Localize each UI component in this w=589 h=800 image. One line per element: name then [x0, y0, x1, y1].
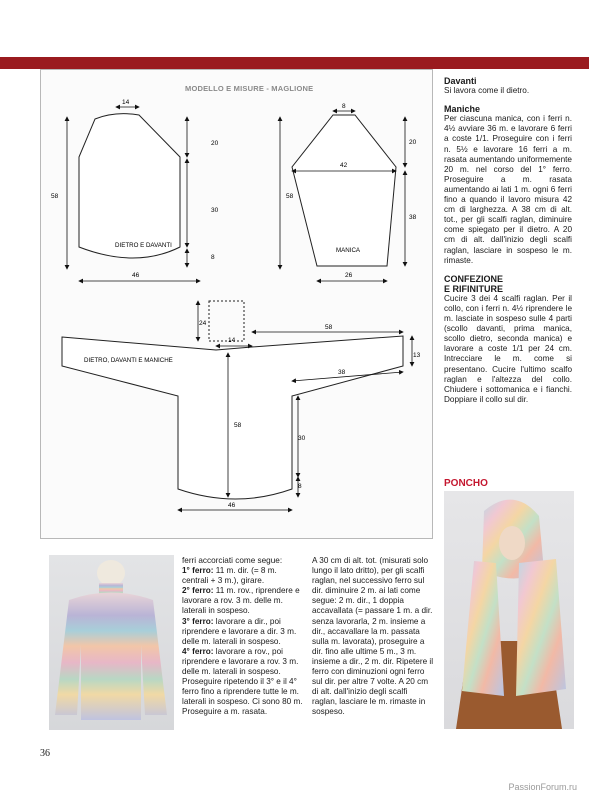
asm-collar-measure: 24 [199, 320, 207, 327]
maniche-text: Per ciascuna manica, con i ferri n. 4½ avviare 36 m. e lavorare 6 ferri a coste 1/1. Proseguire con i ferri n. 5½ e lavorare 16 ferri a m. rasata aumentando uniformemente 20 m. nel corso del 1° ferro. Proseguire a m. rasata aumentando ai lati 1 m. ogni 6 ferri fino a quando il lavoro misura 42 cm di larghezza. A 38 cm di alt. tot., per gli scalfi raglan, diminuire come spiegato per il dietro. A 20 cm di alt. dall'inizio degli scalfi raglan, lasciare in sospeso le m. rimaste. [444, 114, 572, 265]
c1-outro: Proseguire ripetendo il 3° e il 4° ferro fino a riprendere tutte le m. laterali in sospeso. Ci sono 80 m. Proseguire a m. rasata. [182, 677, 303, 717]
diagram-title: MODELLO E MISURE - MAGLIONE [185, 84, 314, 93]
davanti-text: Si lavora come il dietro. [444, 86, 530, 96]
asm-hem-measure: 8 [298, 483, 302, 490]
confezione-heading-2: E RIFINITURE [444, 283, 504, 294]
sleeve-top-measure: 8 [342, 103, 346, 110]
sleeve-piece [280, 103, 417, 281]
sweater-photo [49, 555, 174, 730]
asm-sleeve-under-measure: 38 [338, 369, 346, 376]
bf-body-measure: 30 [211, 207, 219, 214]
asm-label: DIETRO, DAVANTI E MANICHE [84, 357, 173, 364]
sleeve-cuff-measure: 26 [345, 272, 353, 279]
watermark: PassionForum.ru [508, 782, 577, 792]
c1-row4 [182, 647, 304, 677]
bf-width-measure: 46 [132, 272, 140, 279]
c2-text: A 30 cm di alt. tot. (misurati solo lungo il lato dritto), per gli scalfi raglan, nel successivo ferro sul dir. diminuire 2 m. ai lati come segue: 2 m. dir., 1 doppia accavallata (= passare 1 m. a dir. senza lavorarla, 2 m. insieme a dir., accavallare la m. passata sulla m. lavorata), proseguire a dir. fino alle ultime 5 m., 3 m. insieme a dir., 2 m. dir. Ripetere il ferro con diminuzioni ogni ferro sul dir. per altre 7 volte. A 20 cm di alt. dall'inizio degli scalfi raglan, lasciare le m. rimaste in sospeso. [312, 556, 434, 717]
bf-top-measure: 14 [122, 99, 130, 106]
asm-width-measure: 46 [228, 502, 236, 509]
sleeve-total-measure: 58 [286, 193, 294, 200]
c1-row3 [182, 617, 304, 647]
right-instructions-column [444, 76, 572, 413]
c1-row4-text: lavorare a rov., poi riprendere e lavorare a rov. 3 m. delle m. laterali in sospeso. [182, 646, 299, 677]
poncho-photo [444, 491, 574, 729]
c1-row2-text: 11 m. rov., riprendere e lavorare a rov. 3 m. delle m. laterali in sospeso. [182, 586, 300, 616]
pattern-diagram [40, 69, 433, 539]
asm-neck-measure: 14 [228, 337, 236, 344]
sleeve-raglan-measure: 20 [409, 139, 417, 146]
asm-cuff-measure: 13 [413, 352, 421, 359]
header-rule [0, 57, 589, 69]
c1-row3-text: lavorare a dir., poi riprendere e lavorare a dir. 3 m. delle m. laterali in sospeso. [182, 616, 297, 646]
assembled-piece [62, 301, 421, 510]
c1-intro: ferri accorciati come segue: [182, 556, 283, 565]
asm-total-measure: 58 [234, 422, 242, 429]
maniche-heading: Maniche [444, 104, 481, 115]
sleeve-width-measure: 42 [340, 162, 348, 169]
c1-row2-head: 2° ferro: [182, 586, 214, 596]
sleeve-label: MANICA [336, 247, 361, 254]
c1-row1-text: 11 m. dir. (= 8 m. centrali + 3 m.), girare. [182, 566, 277, 586]
c1-row4-head: 4° ferro: [182, 646, 214, 656]
asm-sleeve-length-measure: 58 [325, 324, 333, 331]
bf-label: DIETRO E DAVANTI [115, 242, 172, 249]
c1-row3-head: 3° ferro: [182, 616, 214, 626]
bf-raglan-measure: 20 [211, 140, 219, 147]
page-number: 36 [40, 748, 50, 759]
c1-row1 [182, 566, 304, 586]
confezione-text: Cucire 3 dei 4 scalfi raglan. Per il collo, con i ferri n. 4½ riprendere le m. lasciate in sospeso sulle 4 parti (scollo davanti, prima manica, scollo dietro, seconda manica) e lavorare a coste 1/1 per 24 cm. Intrecciare le m. come si presentano. Cucire l'ultimo scalfo raglan e l'altezza del collo. Chiudere i sottomanica e i fianchi. Doppiare il collo sul dir. [444, 293, 572, 404]
bf-hem-measure: 8 [211, 254, 215, 261]
bottom-text-column-1 [182, 556, 304, 718]
back-front-piece [51, 99, 219, 281]
c1-row1-head: 1° ferro: [182, 566, 214, 576]
poncho-title: PONCHO [444, 478, 488, 489]
c1-row2 [182, 586, 304, 616]
sleeve-body-measure: 38 [409, 214, 417, 221]
top-band [0, 0, 589, 58]
bf-total-measure: 58 [51, 193, 59, 200]
confezione-heading-1: CONFEZIONE [444, 273, 504, 284]
bottom-text-column-2 [312, 556, 434, 718]
davanti-heading: Davanti [444, 76, 477, 86]
asm-body-measure: 30 [298, 435, 306, 442]
